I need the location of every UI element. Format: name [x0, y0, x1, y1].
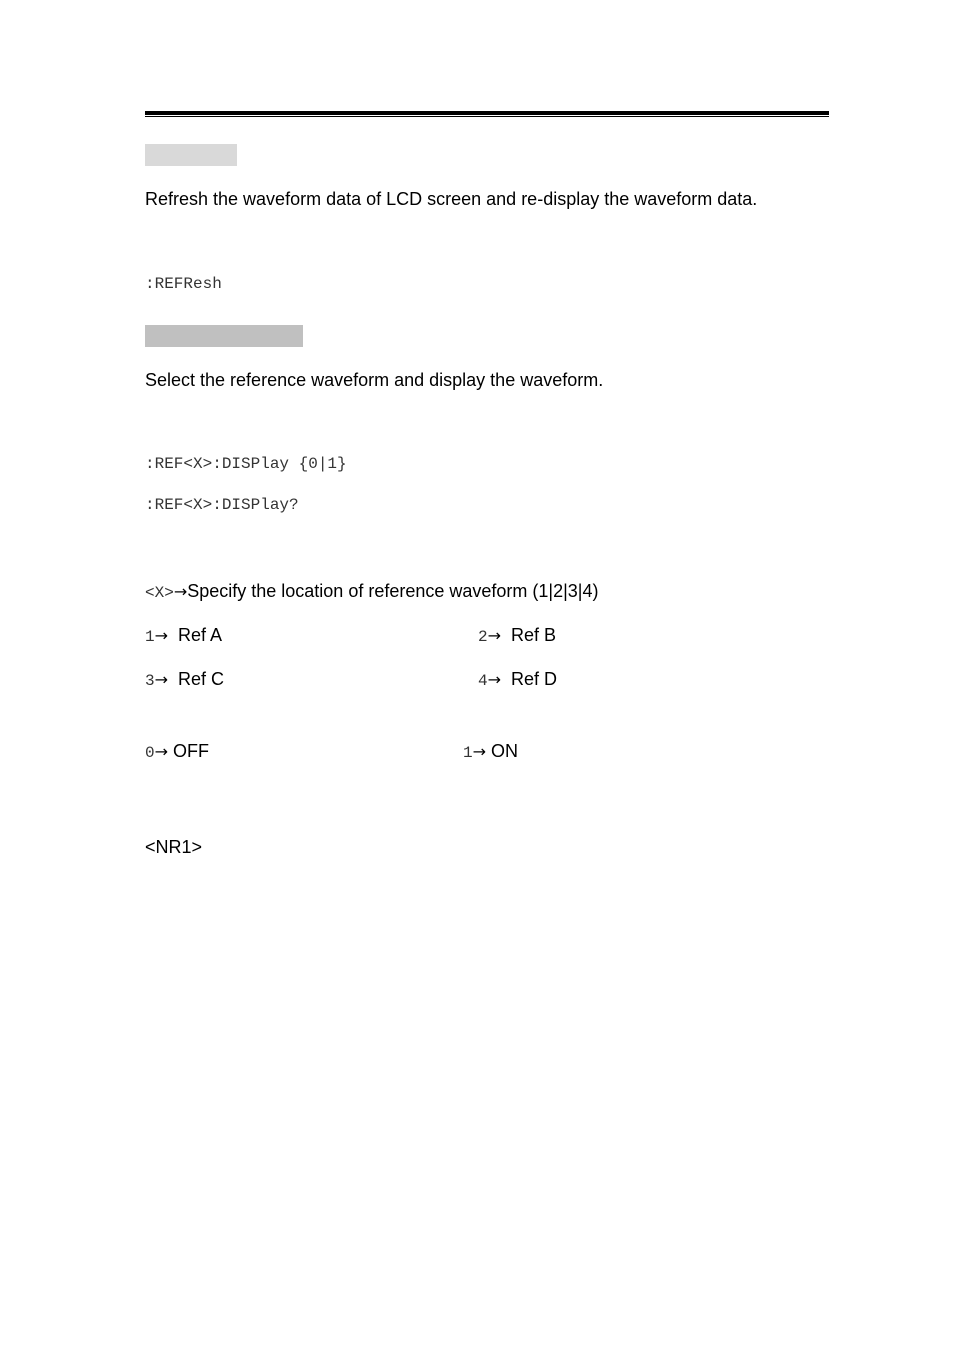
- ref-display-syntax-query: :REF<X>:DISPlay?: [145, 496, 299, 514]
- arrow-icon: →: [154, 670, 169, 689]
- option-ref-c: [145, 668, 224, 692]
- option-ref-d: [478, 668, 557, 692]
- param-x-code: <X>: [145, 584, 174, 602]
- section-header-box-ref-display: [145, 325, 303, 347]
- option-code: 1: [145, 628, 155, 646]
- arrow-icon: →: [154, 742, 169, 761]
- refresh-description: Refresh the waveform data of LCD screen and re-display the waveform data.: [145, 189, 758, 209]
- option-ref-b: [478, 624, 556, 648]
- section-header-box-refresh: [145, 144, 237, 166]
- state-code: 0: [145, 744, 155, 762]
- arrow-icon: →: [173, 582, 188, 601]
- ref-display-description: Select the reference waveform and display the waveform.: [145, 370, 604, 390]
- option-code: 4: [478, 672, 488, 690]
- arrow-icon: →: [472, 742, 487, 761]
- state-label: ON: [491, 741, 519, 761]
- arrow-icon: →: [154, 626, 169, 645]
- option-label: Ref B: [511, 625, 557, 645]
- param-x-row: [145, 580, 598, 604]
- ref-display-syntax-set: :REF<X>:DISPlay {0|1}: [145, 455, 347, 473]
- state-on: [463, 740, 518, 764]
- option-code: 3: [145, 672, 155, 690]
- option-code: 2: [478, 628, 488, 646]
- state-code: 1: [463, 744, 473, 762]
- state-off: [145, 740, 209, 764]
- state-label: OFF: [173, 741, 210, 761]
- header-rule-thick: [145, 111, 829, 115]
- param-x-text: Specify the location of reference waveform (1|2|3|4): [187, 581, 599, 601]
- option-label: Ref C: [178, 669, 225, 689]
- header-rule-thin: [145, 116, 829, 117]
- option-label: Ref A: [178, 625, 223, 645]
- return-format: <NR1>: [145, 837, 203, 857]
- option-ref-a: [145, 624, 222, 648]
- arrow-icon: →: [487, 670, 502, 689]
- refresh-syntax: :REFResh: [145, 275, 222, 293]
- arrow-icon: →: [487, 626, 502, 645]
- option-label: Ref D: [511, 669, 558, 689]
